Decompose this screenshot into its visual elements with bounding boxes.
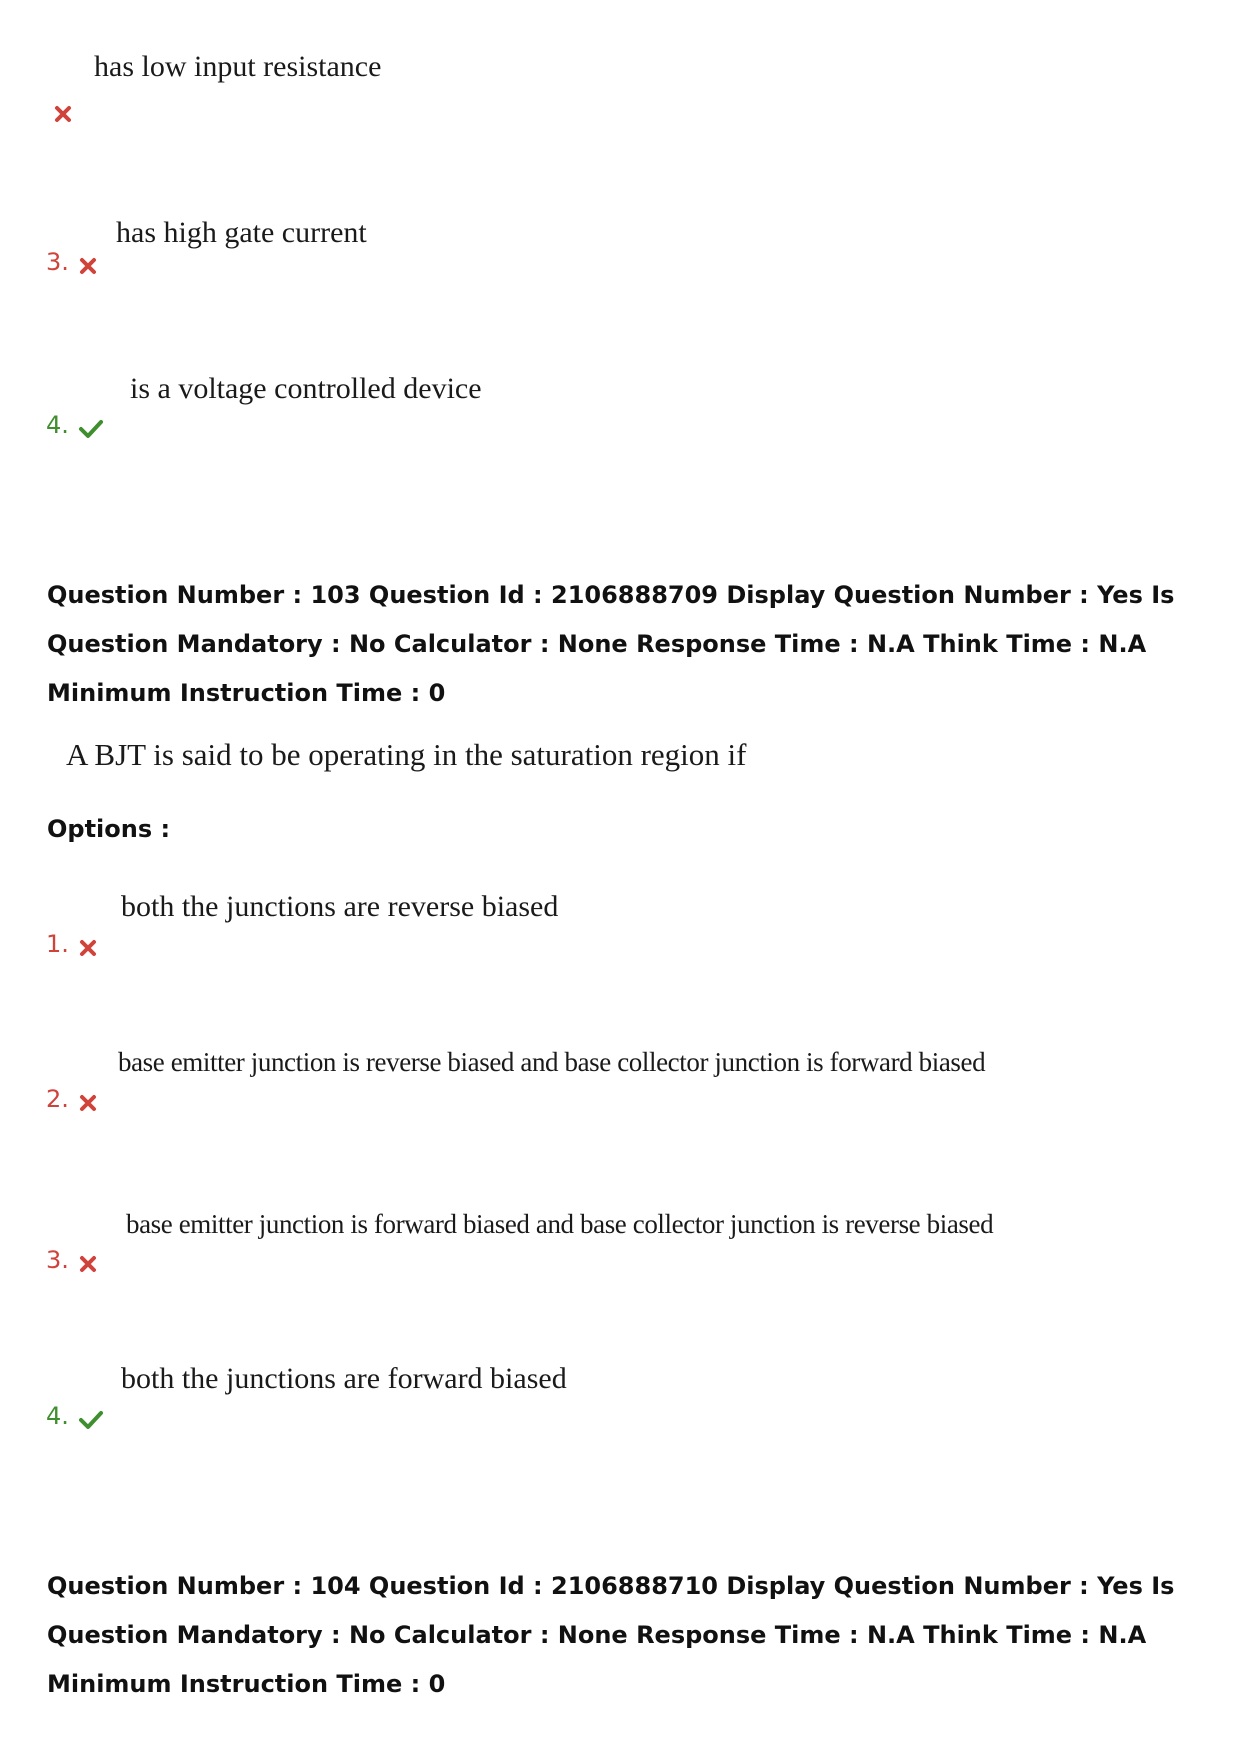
cross-icon: [79, 257, 97, 275]
option-number: 4.: [46, 1402, 69, 1430]
option-text: base emitter junction is forward biased and base collector junction is reverse biased: [126, 1209, 994, 1239]
cross-icon: [79, 1255, 97, 1273]
option-number: 3.: [46, 248, 69, 276]
check-icon: [79, 1410, 103, 1430]
option-number: 3.: [46, 1246, 69, 1274]
question-text: A BJT is said to be operating in the saturation region if: [66, 737, 747, 772]
option-text: has high gate current: [116, 216, 367, 249]
option-number: 1.: [46, 930, 69, 958]
option-marker: [46, 1085, 97, 1113]
option-text: both the junctions are reverse biased: [121, 890, 559, 923]
options-label: Options :: [47, 815, 171, 843]
cross-icon: [79, 1094, 97, 1112]
option-text: both the junctions are forward biased: [121, 1362, 567, 1395]
option-marker: [46, 1402, 103, 1430]
option-marker: [46, 411, 103, 439]
question-meta: Question Number : 103 Question Id : 2106888709 Display Question Number : Yes Is Question Mandatory : No Calculator : None Response Time : N.A Think Time : N.A Minimum Instruction Time : 0: [47, 581, 1175, 707]
cross-icon: [54, 105, 72, 123]
cross-icon: [79, 939, 97, 957]
option-text: base emitter junction is reverse biased and base collector junction is forward biased: [118, 1047, 986, 1077]
option-marker: [46, 1246, 97, 1274]
option-marker: [46, 248, 97, 276]
option-marker: [46, 930, 97, 958]
option-text: has low input resistance: [94, 50, 382, 83]
option-number: 4.: [46, 411, 69, 439]
option-number: 2.: [46, 1085, 69, 1113]
question-meta: Question Number : 104 Question Id : 2106888710 Display Question Number : Yes Is Question Mandatory : No Calculator : None Response Time : N.A Think Time : N.A Minimum Instruction Time : 0: [47, 1572, 1175, 1698]
check-icon: [79, 419, 103, 439]
option-marker: [48, 96, 72, 124]
option-text: is a voltage controlled device: [130, 372, 482, 405]
